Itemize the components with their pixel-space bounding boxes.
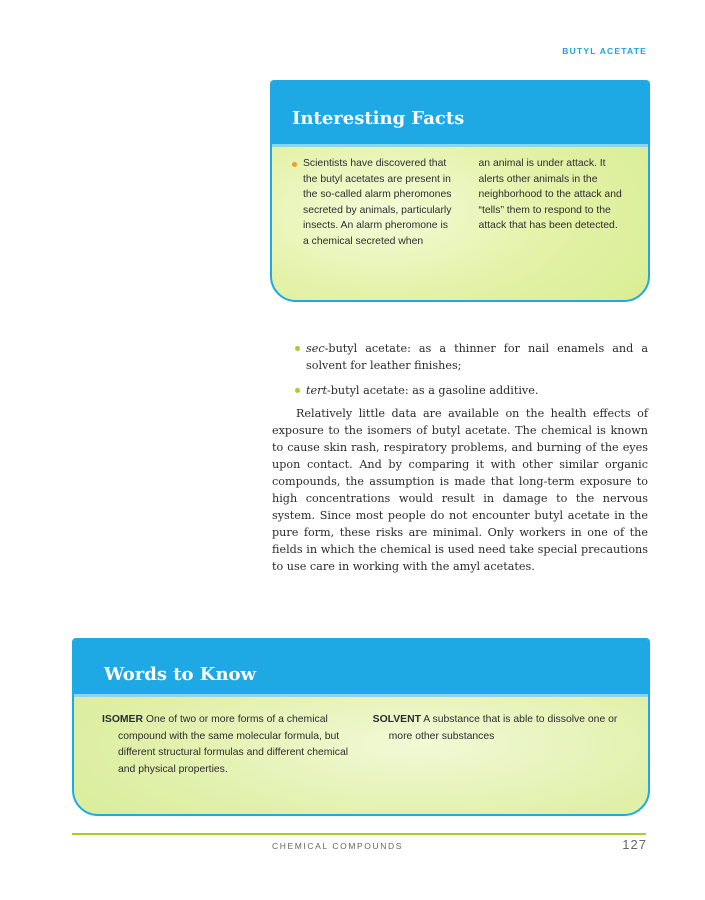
glossary-entry-solvent	[373, 712, 632, 778]
footer-divider	[72, 833, 646, 835]
facts-column-1	[292, 156, 457, 249]
glossary-definition: One of two or more forms of a chemical compound with the same molecular formula, but different structural formulas and different chemical and physical properties.	[118, 714, 349, 775]
words-title: Words to Know	[104, 664, 257, 685]
bullet-icon	[292, 162, 297, 167]
health-effects-paragraph: Relatively little data are available on the health effects of exposure to the isomers of butyl acetate. The chemical is known to cause skin rash, respiratory problems, and burning of the eyes upon contact. And by comparing it with other similar organic compounds, the assumption is made that long-term exposure to high concentrations would result in damage to the nervous system. Since most people do not encounter butyl acetate in the pure form, these risks are minimal. Only workers in one of the fields in which the chemical is used need take special precautions to use care in working with the amyl acetates.	[272, 407, 648, 573]
bullet-text: -butyl acetate: as a thinner for nail enamels and a solvent for leather finishes;	[306, 342, 648, 372]
running-head: BUTYL ACETATE	[562, 46, 647, 56]
words-body	[102, 712, 632, 778]
list-item	[272, 340, 648, 374]
usage-bullet-list	[272, 340, 648, 407]
bullet-text: -butyl acetate: as a gasoline additive.	[326, 384, 539, 397]
glossary-term: ISOMER	[102, 714, 143, 725]
facts-title: Interesting Facts	[292, 108, 465, 129]
facts-column-2	[479, 156, 633, 249]
interesting-facts-box	[270, 80, 650, 302]
facts-text-2: an animal is under attack. It alerts other animals in the neighborhood to the attack and “tells” them to respond to the attack that has been detected.	[478, 158, 622, 231]
glossary-entry-isomer	[102, 712, 357, 778]
bullet-term: tert	[306, 384, 327, 397]
footer-book-title: CHEMICAL COMPOUNDS	[272, 841, 403, 851]
facts-body	[292, 156, 632, 249]
glossary-term: SOLVENT	[372, 714, 421, 725]
bullet-icon	[295, 388, 300, 393]
glossary-definition: A substance that is able to dissolve one or more other substances	[388, 714, 618, 742]
page-number: 127	[622, 837, 647, 852]
facts-text-1: Scientists have discovered that the butyl acetates are present in the so-called alarm pheromones secreted by animals, particularly insects. An alarm pheromone is a chemical secreted when	[303, 158, 452, 247]
words-to-know-box	[72, 638, 650, 816]
bullet-term: sec	[306, 342, 325, 355]
list-item	[272, 382, 648, 399]
bullet-icon	[295, 346, 300, 351]
